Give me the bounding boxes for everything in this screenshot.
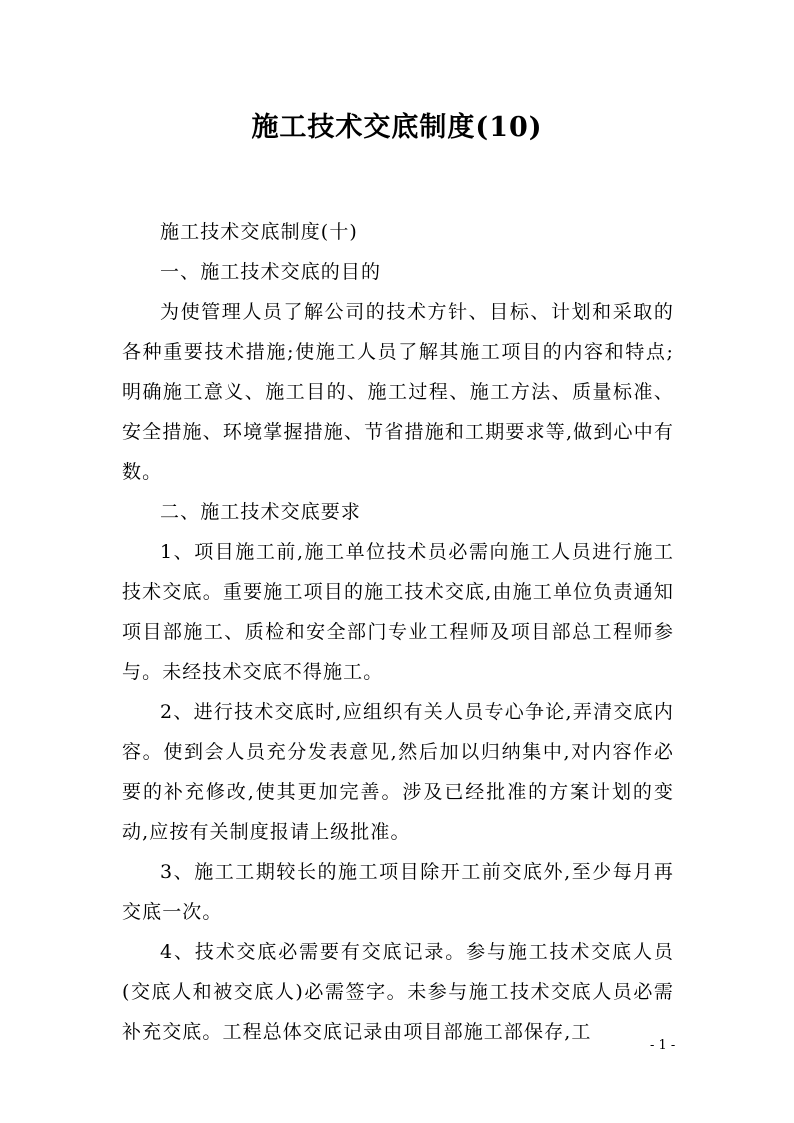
body-paragraph: 4、技术交底必需要有交底记录。参与施工技术交底人员(交底人和被交底人)必需签字。未参与施工技术交底人员必需补充交底。工程总体交底记录由项目部施工部保存,工 [122,941,674,1043]
document-body [122,212,674,1052]
document-title: 施工技术交底制度(10) [251,112,543,143]
page-number: - 1 - [650,1038,676,1053]
body-paragraph: 1、项目施工前,施工单位技术员必需向施工人员进行施工技术交底。重要施工项目的施工技术交底,由施工单位负责通知项目部施工、质检和安全部门专业工程师及项目部总工程师参与。未经技术交底不得施工。 [122,541,674,683]
section-heading-purpose: 一、施工技术交底的目的 [160,261,382,283]
section-heading-requirements: 二、施工技术交底要求 [160,501,362,523]
subtitle-paragraph: 施工技术交底制度(十) [160,221,358,243]
body-paragraph: 3、施工工期较长的施工项目除开工前交底外,至少每月再交底一次。 [122,861,674,923]
body-paragraph: 为使管理人员了解公司的技术方针、目标、计划和采取的各种重要技术措施;使施工人员了解其施工项目的内容和特点;明确施工意义、施工目的、施工过程、施工方法、质量标准、安全措施、环境掌握措施、节省措施和工期要求等,做到心中有数。 [122,301,674,483]
body-paragraph: 2、进行技术交底时,应组织有关人员专心争论,弄清交底内容。使到会人员充分发表意见,然后加以归纳集中,对内容作必要的补充修改,使其更加完善。涉及已经批准的方案计划的变动,应按有关制度报请上级批准。 [122,701,674,843]
